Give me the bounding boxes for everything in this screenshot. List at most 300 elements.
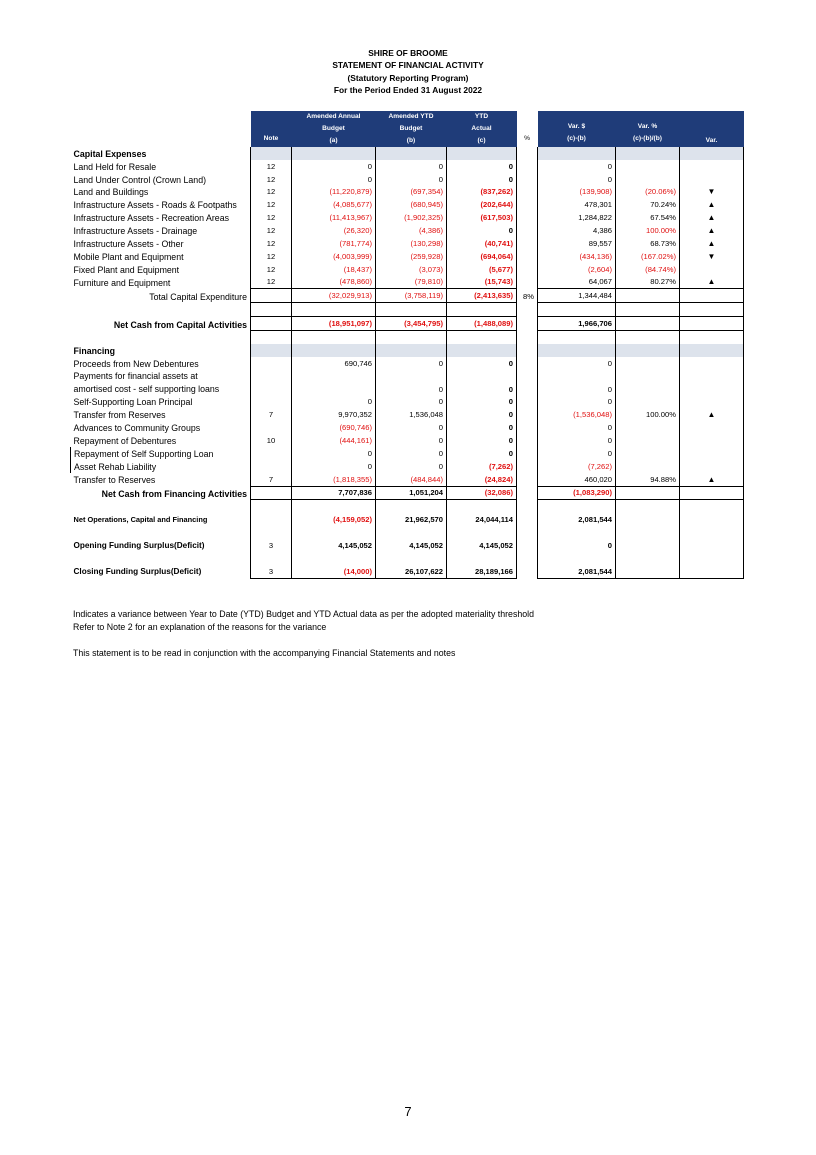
cell-vp xyxy=(616,289,680,303)
cell-pct xyxy=(517,198,538,211)
variance-indicator xyxy=(680,331,744,344)
row-label: Self-Supporting Loan Principal xyxy=(73,397,193,408)
cell-pct xyxy=(517,344,538,357)
table-row xyxy=(71,473,744,486)
cell-a: (690,746) xyxy=(292,421,376,434)
cell-a: 0 xyxy=(292,173,376,186)
cell-vd: (139,908) xyxy=(538,186,616,199)
cell-a xyxy=(292,303,376,317)
cell-note xyxy=(251,147,292,160)
cell-pct xyxy=(517,357,538,370)
table-row xyxy=(71,421,744,434)
table-row xyxy=(71,237,744,250)
variance-indicator xyxy=(680,460,744,473)
cell-vd xyxy=(538,147,616,160)
col-header-var-pct: Var. % (c)-(b)/(b) xyxy=(616,111,680,147)
cell-note: 3 xyxy=(251,539,292,552)
table-row xyxy=(71,370,744,396)
row-label: Mobile Plant and Equipment xyxy=(73,251,184,262)
cell-a xyxy=(292,552,376,565)
cell-vp: 80.27% xyxy=(616,276,680,289)
table-row xyxy=(71,250,744,263)
variance-indicator: ▼ xyxy=(680,250,744,263)
cell-b xyxy=(376,552,447,565)
cell-note: 10 xyxy=(251,434,292,447)
cell-pct xyxy=(517,186,538,199)
cell-vp xyxy=(616,486,680,500)
variance-indicator xyxy=(680,526,744,539)
cell-c: (617,503) xyxy=(447,211,517,224)
cell-vp xyxy=(616,173,680,186)
cell-vd: 2,081,544 xyxy=(538,565,616,578)
cell-b: (259,928) xyxy=(376,250,447,263)
cell-pct xyxy=(517,250,538,263)
row-label: Proceeds from New Debentures xyxy=(73,358,199,369)
row-label: Land Under Control (Crown Land) xyxy=(73,174,207,185)
table-row xyxy=(71,303,744,317)
cell-pct xyxy=(517,224,538,237)
col-header-ytd-actual: YTD Actual (c) xyxy=(447,111,517,147)
cell-note: 7 xyxy=(251,473,292,486)
footer-line-2: Refer to Note 2 for an explanation of the reasons for the variance xyxy=(73,622,327,632)
table-row xyxy=(71,173,744,186)
cell-vd: 0 xyxy=(538,160,616,173)
cell-b xyxy=(376,344,447,357)
table-row xyxy=(71,186,744,199)
cell-c: (40,741) xyxy=(447,237,517,250)
table-row xyxy=(71,408,744,421)
row-label: Repayment of Self Supporting Loan xyxy=(71,447,251,460)
cell-pct xyxy=(517,473,538,486)
cell-c xyxy=(447,500,517,513)
cell-a: 7,707,836 xyxy=(292,486,376,500)
cell-c: 0 xyxy=(447,370,517,396)
title-line-4: For the Period Ended 31 August 2022 xyxy=(333,84,483,95)
cell-note xyxy=(251,526,292,539)
cell-pct xyxy=(517,173,538,186)
row-label: Fixed Plant and Equipment xyxy=(73,264,180,275)
cell-note: 7 xyxy=(251,408,292,421)
cell-note: 12 xyxy=(251,211,292,224)
cell-vd: 0 xyxy=(538,357,616,370)
cell-vp xyxy=(616,370,680,396)
cell-vp xyxy=(616,565,680,578)
title-line-3: (Statutory Reporting Program) xyxy=(347,72,469,83)
col-header-var-dollar: Var. $ (c)-(b) xyxy=(538,111,616,147)
variance-indicator xyxy=(680,552,744,565)
cell-pct xyxy=(517,500,538,513)
row-label: Transfer from Reserves xyxy=(73,410,166,421)
cell-vd: 460,020 xyxy=(538,473,616,486)
cell-vd: (1,083,290) xyxy=(538,486,616,500)
cell-vp xyxy=(616,344,680,357)
variance-indicator xyxy=(680,173,744,186)
table-row xyxy=(71,526,744,539)
cell-note xyxy=(251,331,292,344)
cell-vp xyxy=(616,147,680,160)
row-label: Infrastructure Assets - Other xyxy=(73,238,184,249)
cell-c: 0 xyxy=(447,173,517,186)
cell-pct: 8% xyxy=(523,291,534,301)
cell-pct xyxy=(517,421,538,434)
cell-a: (18,951,097) xyxy=(292,317,376,331)
cell-vd: 2,081,544 xyxy=(538,513,616,526)
cell-pct xyxy=(517,539,538,552)
cell-vp xyxy=(616,447,680,460)
variance-indicator xyxy=(680,434,744,447)
cell-c: (32,086) xyxy=(447,486,517,500)
row-label: Infrastructure Assets - Recreation Areas xyxy=(73,213,229,224)
table-row xyxy=(71,276,744,289)
cell-vp xyxy=(616,396,680,409)
column-header-row xyxy=(71,111,744,147)
variance-indicator xyxy=(680,486,744,500)
cell-vd: 0 xyxy=(538,539,616,552)
cell-a: (32,029,913) xyxy=(292,289,376,303)
table-row xyxy=(71,357,744,370)
cell-b: (3,454,795) xyxy=(376,317,447,331)
table-row xyxy=(71,539,744,552)
variance-indicator xyxy=(680,370,744,396)
cell-vp xyxy=(616,303,680,317)
cell-vp xyxy=(616,552,680,565)
cell-note: 12 xyxy=(251,186,292,199)
table-row xyxy=(71,344,744,357)
cell-b: (484,844) xyxy=(376,473,447,486)
cell-c xyxy=(447,526,517,539)
cell-pct xyxy=(517,237,538,250)
row-label xyxy=(71,526,251,539)
cell-vd: 1,284,822 xyxy=(538,211,616,224)
table-row xyxy=(71,224,744,237)
cell-c: 4,145,052 xyxy=(447,539,517,552)
table-row xyxy=(71,160,744,173)
cell-pct xyxy=(517,396,538,409)
cell-vd: 1,966,706 xyxy=(538,317,616,331)
cell-vd: 0 xyxy=(538,173,616,186)
cell-vd xyxy=(538,552,616,565)
cell-note: 12 xyxy=(251,224,292,237)
cell-note xyxy=(251,396,292,409)
cell-note xyxy=(251,500,292,513)
cell-vp xyxy=(616,331,680,344)
cell-a: (4,085,677) xyxy=(292,198,376,211)
col-header-pct: % xyxy=(517,111,538,147)
cell-a: (11,413,967) xyxy=(292,211,376,224)
variance-indicator xyxy=(680,513,744,526)
cell-b: 0 xyxy=(376,421,447,434)
page-number: 7 xyxy=(404,1104,412,1119)
cell-vp xyxy=(616,357,680,370)
cell-c: 0 xyxy=(447,408,517,421)
cell-note xyxy=(251,357,292,370)
cell-vp xyxy=(616,317,680,331)
table-row xyxy=(71,552,744,565)
cell-note: 12 xyxy=(251,237,292,250)
cell-vd: 0 xyxy=(538,370,616,396)
variance-indicator xyxy=(680,303,744,317)
cell-a: (26,320) xyxy=(292,224,376,237)
cell-note xyxy=(251,552,292,565)
cell-c: (694,064) xyxy=(447,250,517,263)
cell-vp: 67.54% xyxy=(616,211,680,224)
cell-b: 0 xyxy=(376,370,447,396)
cell-b: (4,386) xyxy=(376,224,447,237)
table-row xyxy=(71,486,744,500)
cell-pct xyxy=(517,447,538,460)
row-label: Land Held for Resale xyxy=(73,161,157,172)
cell-note xyxy=(251,421,292,434)
cell-a: (14,000) xyxy=(292,565,376,578)
cell-pct xyxy=(517,317,538,331)
cell-b xyxy=(376,331,447,344)
variance-indicator: ▲ xyxy=(680,473,744,486)
cell-vp xyxy=(616,500,680,513)
row-label xyxy=(71,303,251,317)
cell-vd: 4,386 xyxy=(538,224,616,237)
cell-pct xyxy=(517,331,538,344)
cell-c: 0 xyxy=(447,434,517,447)
cell-vd: (434,136) xyxy=(538,250,616,263)
cell-vp xyxy=(616,160,680,173)
row-label: Infrastructure Assets - Drainage xyxy=(73,226,198,237)
cell-b: (79,810) xyxy=(376,276,447,289)
variance-indicator xyxy=(680,289,744,303)
cell-c: (24,824) xyxy=(447,473,517,486)
footer-line-3: This statement is to be read in conjunction with the accompanying Financial Statements and notes xyxy=(73,648,456,658)
cell-c: (202,644) xyxy=(447,198,517,211)
row-label: Repayment of Debentures xyxy=(73,436,177,447)
cell-c xyxy=(447,331,517,344)
variance-indicator xyxy=(680,500,744,513)
cell-c: (7,262) xyxy=(447,460,517,473)
cell-vd: 1,344,484 xyxy=(538,289,616,303)
cell-c xyxy=(447,344,517,357)
table-row xyxy=(71,317,744,331)
cell-vp xyxy=(616,421,680,434)
cell-a xyxy=(292,526,376,539)
cell-b: (680,945) xyxy=(376,198,447,211)
cell-vd xyxy=(538,331,616,344)
table-row xyxy=(71,211,744,224)
cell-a xyxy=(292,344,376,357)
footer-line-1: Indicates a variance between Year to Date (YTD) Budget and YTD Actual data as per the adopted materiality threshold xyxy=(73,609,534,619)
variance-indicator xyxy=(680,447,744,460)
cell-vp: (167.02%) xyxy=(616,250,680,263)
row-label xyxy=(71,370,251,396)
cell-b: 0 xyxy=(376,173,447,186)
cell-note xyxy=(251,486,292,500)
variance-indicator xyxy=(680,396,744,409)
cell-b: 0 xyxy=(376,160,447,173)
table-row xyxy=(71,289,744,303)
cell-pct xyxy=(517,408,538,421)
table-row xyxy=(71,513,744,526)
cell-pct xyxy=(517,526,538,539)
row-label: Total Capital Expenditure xyxy=(71,289,251,303)
variance-indicator xyxy=(680,317,744,331)
cell-a: 690,746 xyxy=(292,357,376,370)
variance-indicator xyxy=(680,357,744,370)
cell-c: (1,488,089) xyxy=(447,317,517,331)
table-row xyxy=(71,434,744,447)
cell-a: 0 xyxy=(292,160,376,173)
cell-pct xyxy=(517,370,538,396)
variance-indicator xyxy=(680,421,744,434)
cell-vd: 0 xyxy=(538,396,616,409)
col-header-note: Note xyxy=(251,111,292,147)
cell-vp xyxy=(616,526,680,539)
cell-a: (781,774) xyxy=(292,237,376,250)
cell-b: 1,051,204 xyxy=(376,486,447,500)
variance-indicator xyxy=(680,344,744,357)
cell-b: 0 xyxy=(376,460,447,473)
cell-pct xyxy=(517,552,538,565)
cell-c: 0 xyxy=(447,447,517,460)
cell-c: 24,044,114 xyxy=(447,513,517,526)
cell-c: (837,262) xyxy=(447,186,517,199)
variance-indicator xyxy=(680,160,744,173)
cell-a: 4,145,052 xyxy=(292,539,376,552)
cell-c xyxy=(447,552,517,565)
cell-pct xyxy=(517,276,538,289)
cell-b: 21,962,570 xyxy=(376,513,447,526)
cell-c: 0 xyxy=(447,224,517,237)
title-line-1: SHIRE OF BROOME xyxy=(368,48,448,58)
cell-c: 0 xyxy=(447,160,517,173)
cell-b xyxy=(376,303,447,317)
cell-a xyxy=(292,370,376,396)
cell-vd: 478,301 xyxy=(538,198,616,211)
row-label: Capital Expenses xyxy=(73,148,147,159)
cell-a xyxy=(292,147,376,160)
cell-note xyxy=(251,344,292,357)
cell-vp: 100.00% xyxy=(616,408,680,421)
cell-a: (4,003,999) xyxy=(292,250,376,263)
row-label xyxy=(71,552,251,565)
cell-pct xyxy=(517,565,538,578)
cell-vp xyxy=(616,513,680,526)
cell-c: (2,413,635) xyxy=(447,289,517,303)
cell-vd xyxy=(538,526,616,539)
table-row xyxy=(71,460,744,473)
cell-note: 12 xyxy=(251,173,292,186)
cell-a: 0 xyxy=(292,460,376,473)
cell-vd: (7,262) xyxy=(538,460,616,473)
cell-a: (18,437) xyxy=(292,263,376,276)
table-row xyxy=(71,198,744,211)
cell-c: 0 xyxy=(447,357,517,370)
cell-note xyxy=(251,460,292,473)
cell-pct xyxy=(517,460,538,473)
variance-indicator xyxy=(680,565,744,578)
row-label: Closing Funding Surplus(Deficit) xyxy=(73,567,202,577)
cell-note: 12 xyxy=(251,198,292,211)
cell-b xyxy=(376,526,447,539)
cell-a: 9,970,352 xyxy=(292,408,376,421)
cell-b: (3,073) xyxy=(376,263,447,276)
cell-vd: (1,536,048) xyxy=(538,408,616,421)
cell-pct xyxy=(517,486,538,500)
cell-note xyxy=(251,513,292,526)
table-row xyxy=(71,331,744,344)
row-label: Opening Funding Surplus(Deficit) xyxy=(73,540,205,550)
cell-note: 12 xyxy=(251,250,292,263)
col-header-budget: Amended Annual Budget (a) xyxy=(292,111,376,147)
cell-vd xyxy=(538,344,616,357)
cell-note: 3 xyxy=(251,565,292,578)
cell-a xyxy=(292,331,376,344)
cell-a xyxy=(292,500,376,513)
row-label: Advances to Community Groups xyxy=(73,423,201,434)
cell-a: (1,818,355) xyxy=(292,473,376,486)
row-label: Net Operations, Capital and Financing xyxy=(73,515,208,525)
cell-pct xyxy=(517,513,538,526)
statement-title xyxy=(0,47,816,96)
row-label-line-2: amortised cost - self supporting loans xyxy=(73,383,220,394)
cell-b xyxy=(376,147,447,160)
cell-vd: 89,557 xyxy=(538,237,616,250)
cell-c xyxy=(447,303,517,317)
cell-vp: (20.06%) xyxy=(616,186,680,199)
cell-b: (130,298) xyxy=(376,237,447,250)
cell-vp xyxy=(616,539,680,552)
cell-vd xyxy=(538,500,616,513)
cell-note: 12 xyxy=(251,263,292,276)
cell-c: (5,677) xyxy=(447,263,517,276)
cell-pct xyxy=(517,434,538,447)
cell-b: (697,354) xyxy=(376,186,447,199)
cell-b: 26,107,622 xyxy=(376,565,447,578)
row-label: Transfer to Reserves xyxy=(73,475,156,486)
col-header-ytd-budget: Amended YTD Budget (b) xyxy=(376,111,447,147)
financial-activity-table xyxy=(70,111,744,579)
cell-note xyxy=(251,289,292,303)
cell-vp: 68.73% xyxy=(616,237,680,250)
cell-pct xyxy=(517,303,538,317)
cell-c xyxy=(447,147,517,160)
cell-b: 0 xyxy=(376,357,447,370)
row-label xyxy=(71,331,251,344)
row-label: Infrastructure Assets - Roads & Footpaths xyxy=(73,200,237,211)
cell-vd: 0 xyxy=(538,434,616,447)
table-row xyxy=(71,263,744,276)
cell-b: (3,758,119) xyxy=(376,289,447,303)
row-label xyxy=(71,500,251,513)
variance-indicator xyxy=(680,539,744,552)
variance-indicator: ▲ xyxy=(680,408,744,421)
cell-vp xyxy=(616,434,680,447)
table-row xyxy=(71,500,744,513)
cell-b: 1,536,048 xyxy=(376,408,447,421)
cell-vd: 64,067 xyxy=(538,276,616,289)
row-label: Furniture and Equipment xyxy=(73,277,171,288)
table-row xyxy=(71,147,744,160)
cell-a: (444,161) xyxy=(292,434,376,447)
cell-c: 28,189,166 xyxy=(447,565,517,578)
cell-c: 0 xyxy=(447,421,517,434)
footer-notes xyxy=(73,608,534,660)
cell-b: 0 xyxy=(376,447,447,460)
cell-note xyxy=(251,370,292,396)
cell-c: 0 xyxy=(447,396,517,409)
variance-indicator xyxy=(680,147,744,160)
cell-vd: (2,604) xyxy=(538,263,616,276)
cell-vd: 0 xyxy=(538,447,616,460)
cell-note: 12 xyxy=(251,276,292,289)
variance-indicator: ▲ xyxy=(680,237,744,250)
cell-note: 12 xyxy=(251,160,292,173)
